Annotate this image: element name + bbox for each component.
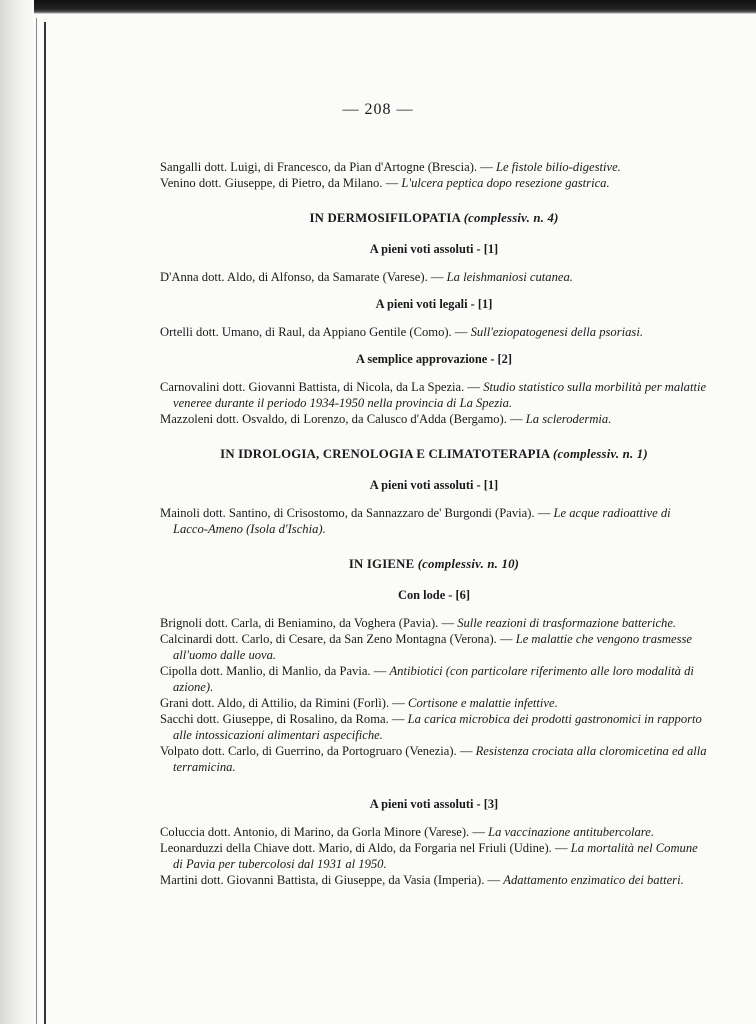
group-heading-idro-assoluti: A pieni voti assoluti - [1] xyxy=(369,478,499,492)
scan-page-edge xyxy=(44,22,46,1024)
page-content xyxy=(160,159,708,888)
entry-venino: Venino dott. Giuseppe, di Pietro, da Milano. — L'ulcera peptica dopo resezione gastrica. xyxy=(160,176,610,190)
entry-cipolla: Cipolla dott. Manlio, di Manlio, da Pavia. — Antibiotici (con particolare riferimento alle loro modalità di azione). xyxy=(160,664,694,694)
scan-top-edge xyxy=(0,0,756,14)
scan-binding-line xyxy=(36,18,37,1024)
entry-coluccia: Coluccia dott. Antonio, di Marino, da Gorla Minore (Varese). — La vaccinazione antitubercolare. xyxy=(160,825,654,839)
entry-leonarduzzi: Leonarduzzi della Chiave dott. Mario, di Aldo, da Forgaria nel Friuli (Udine). — La mortalità nel Comune di Pavia per tubercolosi dal 1931 al 1950. xyxy=(160,841,698,871)
page-number: — 208 — xyxy=(342,101,414,118)
entry-volpato: Volpato dott. Carlo, di Guerrino, da Portogruaro (Venezia). — Resistenza crociata alla cloromicetina ed alla terramicina. xyxy=(160,744,707,774)
entry-martini: Martini dott. Giovanni Battista, di Giuseppe, da Vasia (Imperia). — Adattamento enzimatico dei batteri. xyxy=(160,873,684,887)
group-heading-igiene-lode: Con lode - [6] xyxy=(398,588,470,602)
section-heading-dermosifilopatia: IN DERMOSIFILOPATIA (complessiv. n. 4) xyxy=(309,211,559,225)
group-heading-dermo-approvazione: A semplice approvazione - [2] xyxy=(355,352,512,366)
entry-mazzoleni: Mazzoleni dott. Osvaldo, di Lorenzo, da Calusco d'Adda (Bergamo). — La sclerodermia. xyxy=(160,412,612,426)
entry-grani: Grani dott. Aldo, di Attilio, da Rimini (Forlì). — Cortisone e malattie infettive. xyxy=(160,696,558,710)
section-heading-idrologia: IN IDROLOGIA, CRENOLOGIA E CLIMATOTERAPIA (complessiv. n. 1) xyxy=(220,447,648,461)
section-heading-igiene: IN IGIENE (complessiv. n. 10) xyxy=(348,557,520,571)
entry-sacchi: Sacchi dott. Giuseppe, di Rosalino, da Roma. — La carica microbica dei prodotti gastronomici in rapporto alle intossicazioni alimentari aspecifiche. xyxy=(160,712,702,742)
scan-binding-shadow xyxy=(0,0,34,1024)
entry-mainoli: Mainoli dott. Santino, di Crisostomo, da Sannazzaro de' Burgondi (Pavia). — Le acque radioattive di Lacco-Ameno (Isola d'Ischia). xyxy=(160,506,671,536)
entry-sangalli: Sangalli dott. Luigi, di Francesco, da Pian d'Artogne (Brescia). — Le fistole bilio-digestive. xyxy=(160,160,621,174)
entry-brignoli: Brignoli dott. Carla, di Beniamino, da Voghera (Pavia). — Sulle reazioni di trasformazione batteriche. xyxy=(160,616,677,630)
entry-calcinardi: Calcinardi dott. Carlo, di Cesare, da San Zeno Montagna (Verona). — Le malattie che vengono trasmesse all'uomo dalle uova. xyxy=(160,632,692,662)
group-heading-igiene-assoluti: A pieni voti assoluti - [3] xyxy=(369,797,499,811)
entry-ortelli: Ortelli dott. Umano, di Raul, da Appiano Gentile (Como). — Sull'eziopatogenesi della psoriasi. xyxy=(160,325,643,339)
group-heading-dermo-assoluti: A pieni voti assoluti - [1] xyxy=(369,242,499,256)
group-heading-dermo-legali: A pieni voti legali - [1] xyxy=(375,297,493,311)
entry-danna: D'Anna dott. Aldo, di Alfonso, da Samarate (Varese). — La leishmaniosi cutanea. xyxy=(160,270,573,284)
entry-carnovalini: Carnovalini dott. Giovanni Battista, di Nicola, da La Spezia. — Studio statistico sulla morbilità per malattie veneree durante il periodo 1934-1950 nella provincia di La Spezia. xyxy=(160,380,707,410)
